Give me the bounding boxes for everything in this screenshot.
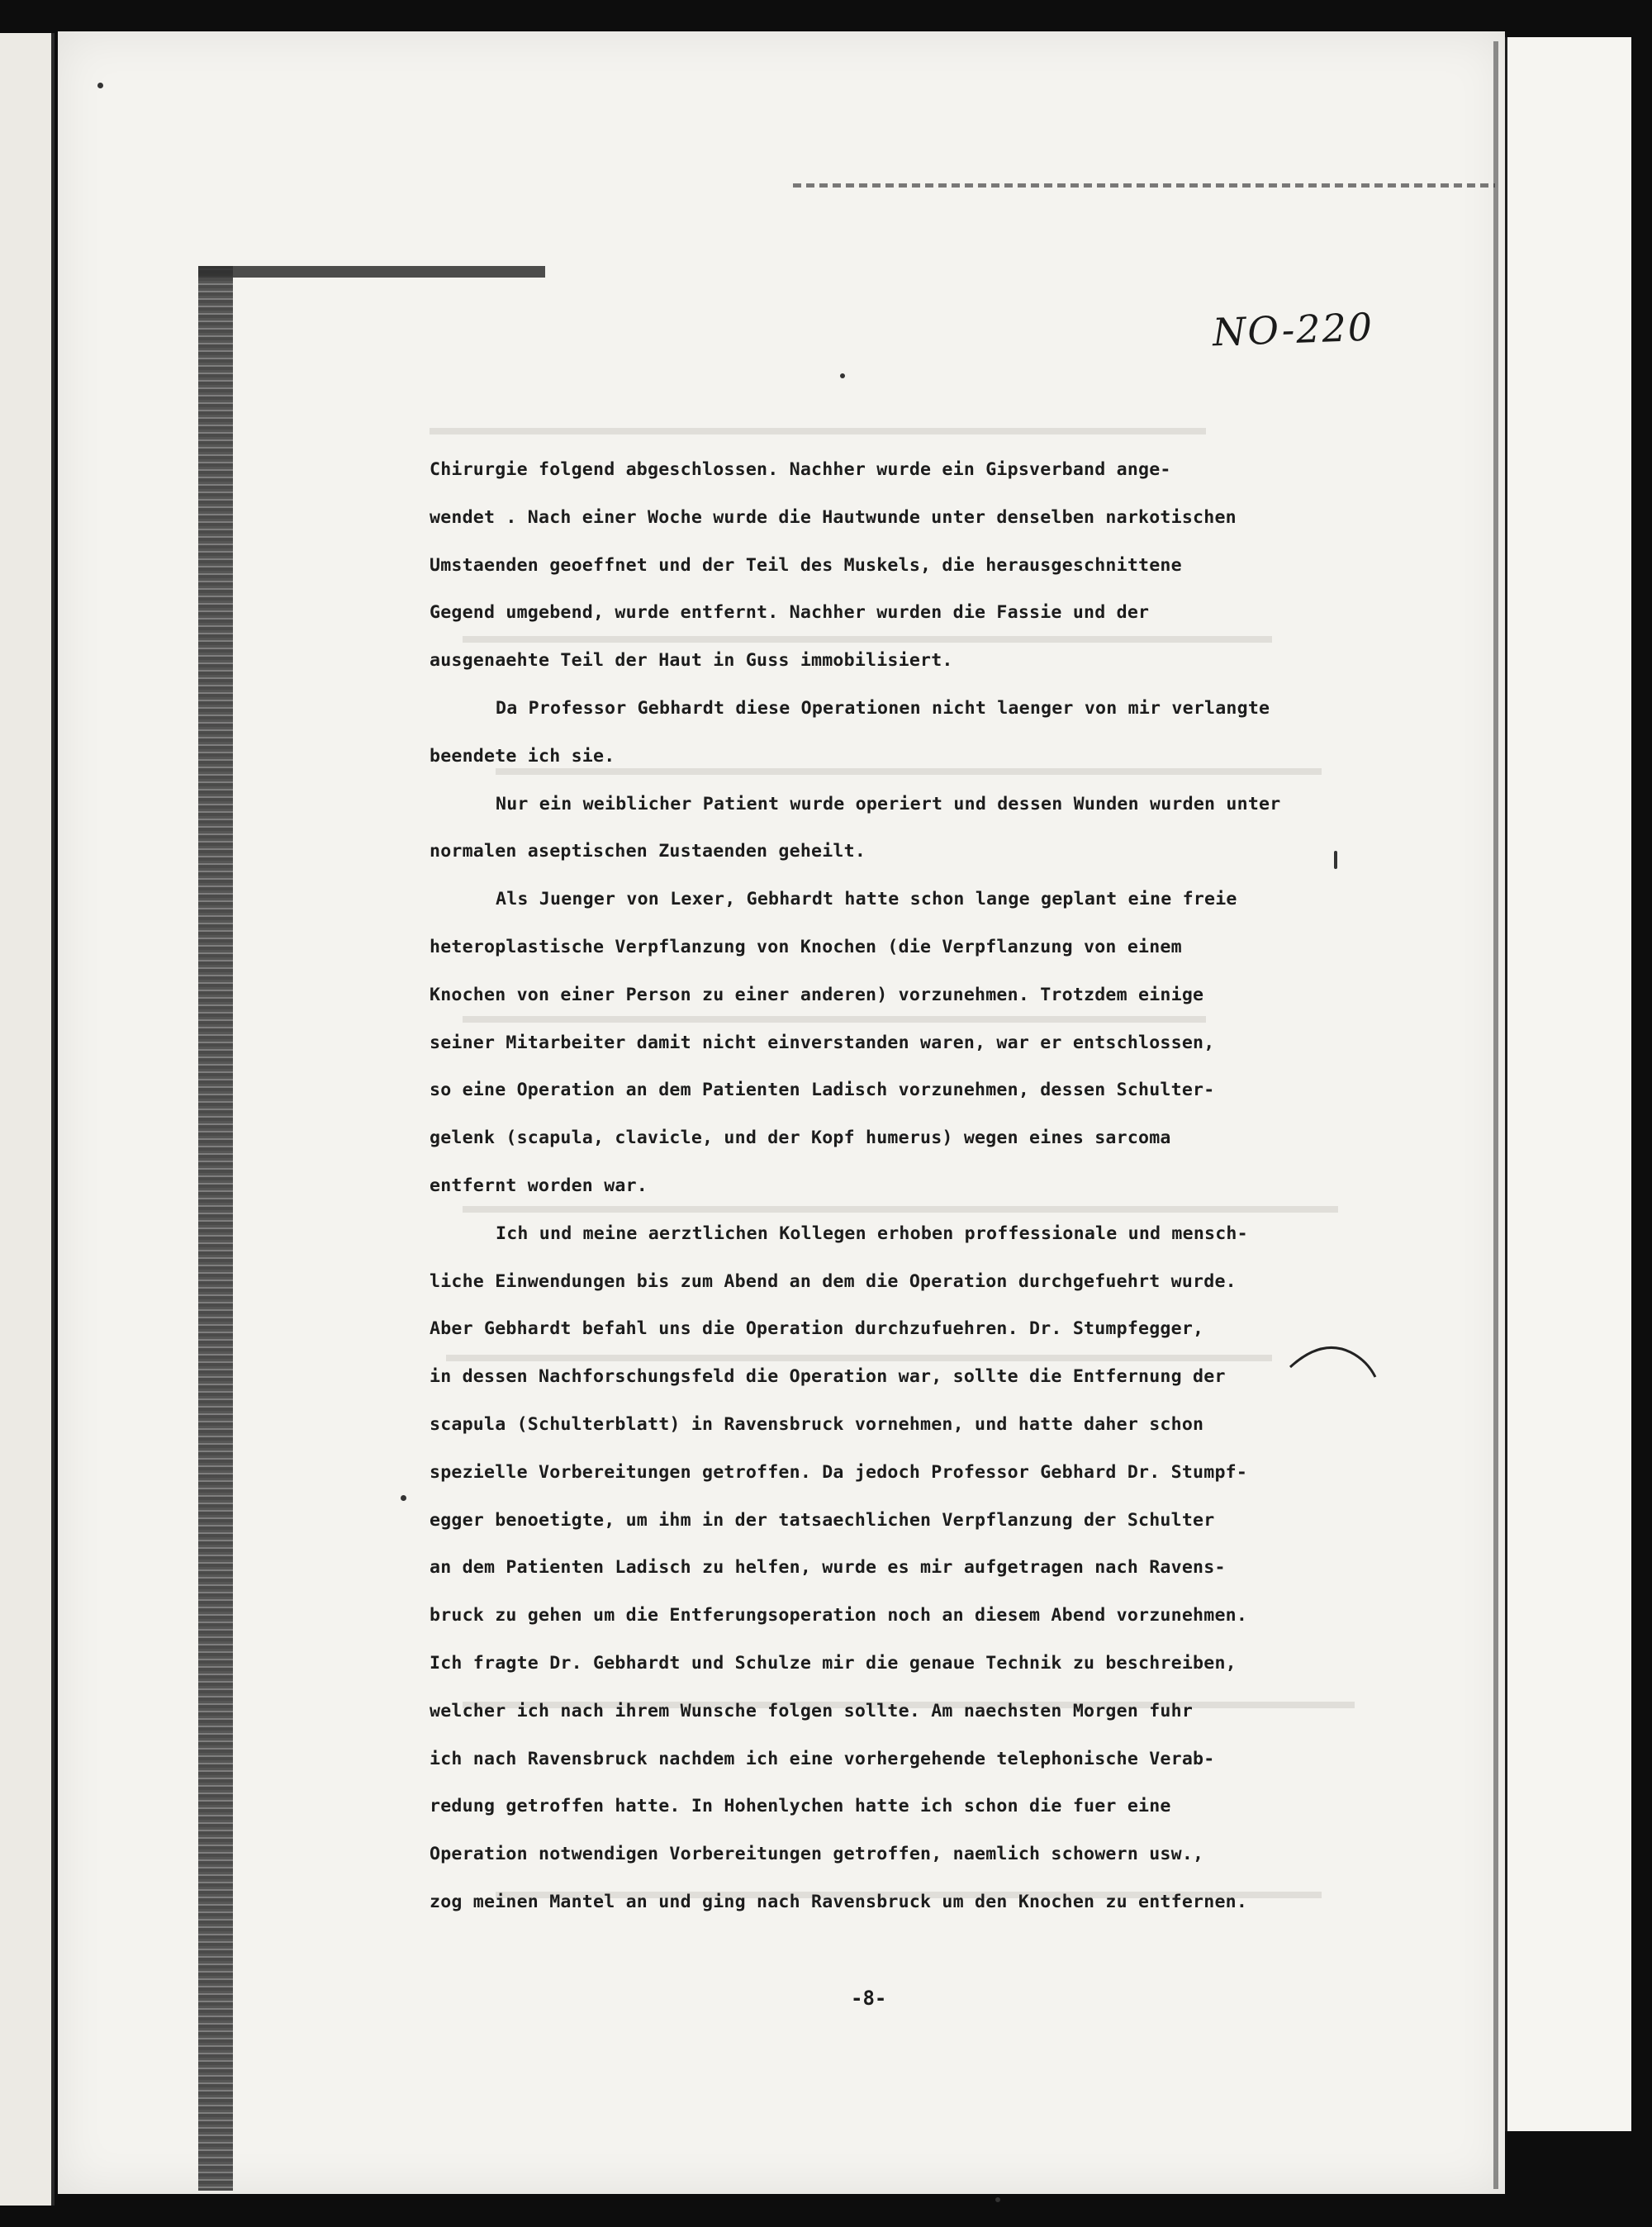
text-line: bruck zu gehen um die Entferungsoperation noch an diesem Abend vorzunehmen. [430, 1605, 1248, 1626]
copy-frame-right [1493, 41, 1498, 2189]
text-line: spezielle Vorbereitungen getroffen. Da jedoch Professor Gebhard Dr. Stumpf- [430, 1461, 1248, 1483]
text-line: Operation notwendigen Vorbereitungen getroffen, naemlich schowern usw., [430, 1844, 1204, 1865]
page-number: -8- [851, 1987, 887, 2010]
text-line: entfernt worden war. [430, 1175, 648, 1196]
bleed-through-line [430, 428, 1206, 434]
handwritten-annotation: NO-220 [1212, 304, 1374, 355]
text-line: ausgenaehte Teil der Haut in Guss immobilisiert. [430, 650, 953, 672]
text-line: gelenk (scapula, clavicle, und der Kopf humerus) wegen eines sarcoma [430, 1128, 1171, 1149]
copy-speck [401, 1495, 406, 1501]
copy-speck [1334, 851, 1337, 869]
text-line: seiner Mitarbeiter damit nicht einverstanden waren, war er entschlossen, [430, 1032, 1215, 1053]
text-line: Knochen von einer Person zu einer anderen) vorzunehmen. Trotzdem einige [430, 984, 1204, 1005]
text-line: zog meinen Mantel an und ging nach Ravensbruck um den Knochen zu entfernen. [430, 1891, 1248, 1912]
text-line: Chirurgie folgend abgeschlossen. Nachher wurde ein Gipsverband ange- [430, 459, 1171, 480]
text-line: so eine Operation an dem Patienten Ladisch vorzunehmen, dessen Schulter- [430, 1080, 1215, 1101]
text-line: Gegend umgebend, wurde entfernt. Nachher wurden die Fassie und der [430, 602, 1150, 624]
handwritten-mark [1289, 1334, 1379, 1384]
text-line: normalen aseptischen Zustaenden geheilt. [430, 841, 866, 862]
text-line: Da Professor Gebhardt diese Operationen nicht laenger von mir verlangte [496, 697, 1270, 719]
text-line: an dem Patienten Ladisch zu helfen, wurde es mir aufgetragen nach Ravens- [430, 1557, 1226, 1579]
text-line: egger benoetigte, um ihm in der tatsaechlichen Verpflanzung der Schulter [430, 1509, 1215, 1531]
text-line: welcher ich nach ihrem Wunsche folgen sollte. Am naechsten Morgen fuhr [430, 1700, 1194, 1721]
left-page-edge [0, 33, 55, 2206]
text-line: in dessen Nachforschungsfeld die Operation war, sollte die Entfernung der [430, 1366, 1226, 1388]
copy-frame-left [198, 266, 233, 2191]
document-body [430, 446, 1363, 1926]
text-line: beendete ich sie. [430, 745, 615, 767]
text-line: heteroplastische Verpflanzung von Knochen (die Verpflanzung von einem [430, 936, 1182, 957]
right-page-edge [1505, 37, 1631, 2131]
copy-speck [97, 83, 103, 88]
text-line: Ich fragte Dr. Gebhardt und Schulze mir die genaue Technik zu beschreiben, [430, 1652, 1237, 1674]
copy-frame-top-dashes [793, 183, 1495, 188]
text-line: Nur ein weiblicher Patient wurde operiert und dessen Wunden wurden unter [496, 793, 1281, 814]
text-line: Als Juenger von Lexer, Gebhardt hatte schon lange geplant eine freie [496, 889, 1237, 910]
copy-speck [995, 2197, 1000, 2202]
copy-frame-top [198, 266, 545, 278]
text-line: Ich und meine aerztlichen Kollegen erhoben proffessionale und mensch- [496, 1223, 1248, 1244]
text-line: Umstaenden geoeffnet und der Teil des Muskels, die herausgeschnittene [430, 554, 1182, 576]
text-line: liche Einwendungen bis zum Abend an dem die Operation durchgefuehrt wurde. [430, 1270, 1237, 1292]
text-line: scapula (Schulterblatt) in Ravensbruck vornehmen, und hatte daher schon [430, 1413, 1204, 1435]
copy-speck [840, 373, 845, 378]
text-line: ich nach Ravensbruck nachdem ich eine vorhergehende telephonische Verab- [430, 1748, 1215, 1769]
text-line: redung getroffen hatte. In Hohenlychen hatte ich schon die fuer eine [430, 1796, 1171, 1817]
text-line: Aber Gebhardt befahl uns die Operation durchzufuehren. Dr. Stumpfegger, [430, 1318, 1204, 1340]
text-line: wendet . Nach einer Woche wurde die Hautwunde unter denselben narkotischen [430, 506, 1237, 528]
